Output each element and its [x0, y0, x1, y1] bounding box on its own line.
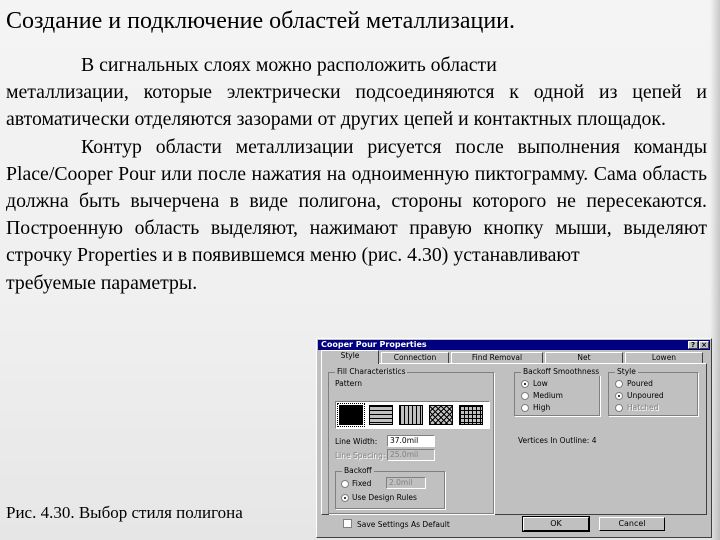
paragraph-2-last-line: требуемые параметры.	[6, 271, 198, 294]
smoothness-medium-label: Medium	[533, 391, 563, 400]
fixed-label: Fixed	[352, 479, 372, 488]
tab-lowen[interactable]: Lowen	[625, 352, 703, 363]
line-width-input[interactable]: 37.0mil	[387, 435, 435, 447]
tab-find-removal[interactable]: Find Removal	[451, 352, 543, 363]
cancel-button[interactable]: Cancel	[599, 517, 665, 531]
use-design-rules-label: Use Design Rules	[352, 493, 417, 502]
backoff-fixed-radio[interactable]	[341, 480, 349, 488]
vertices-count-text: Vertices In Outline: 4	[518, 436, 597, 445]
backoff-group	[335, 466, 445, 509]
figure-caption: Рис. 4.30. Выбор стиля полигона	[6, 503, 243, 522]
tab-connection[interactable]: Connection	[381, 352, 449, 363]
pattern-selector	[335, 401, 490, 429]
style-hatched-radio[interactable]	[615, 404, 623, 412]
style-group-label: Style	[617, 367, 636, 376]
save-default-label: Save Settings As Default	[357, 520, 450, 529]
save-default-checkbox[interactable]	[343, 519, 352, 528]
fill-characteristics-group	[328, 367, 494, 514]
smoothness-low-label: Low	[533, 379, 548, 388]
fixed-backoff-input[interactable]: 2.0mil	[386, 477, 426, 489]
pattern-vertical-option[interactable]	[399, 405, 423, 425]
pattern-solid-option[interactable]	[339, 405, 363, 425]
line-spacing-input[interactable]: 25.0mil	[387, 449, 435, 461]
style-unpoured-label: Unpoured	[627, 391, 664, 400]
pattern-label: Pattern	[335, 379, 362, 388]
slide-body	[6, 52, 707, 297]
style-poured-radio[interactable]	[615, 380, 623, 388]
help-icon[interactable]: ?	[688, 341, 698, 349]
paragraph-1-first-line: В сигнальных слоях можно расположить области	[81, 54, 497, 76]
backoff-design-rules-radio[interactable]	[341, 494, 349, 502]
pattern-diagonal-cross-option[interactable]	[429, 405, 453, 425]
smoothness-high-radio[interactable]	[521, 404, 529, 412]
backoff-label: Backoff	[344, 466, 372, 475]
style-poured-label: Poured	[627, 379, 653, 388]
tab-net[interactable]: Net	[545, 352, 623, 363]
paragraph-1-rest: металлизации, которые электрически подсоединяются к одной из цепей и автоматически отделяются зазорами от других цепей и контактных площадок.	[6, 81, 707, 131]
smoothness-medium-radio[interactable]	[521, 392, 529, 400]
pattern-horizontal-option[interactable]	[369, 405, 393, 425]
close-icon[interactable]: ×	[699, 341, 709, 349]
backoff-smoothness-label: Backoff Smoothness	[523, 367, 600, 376]
line-spacing-label: Line Spacing:	[335, 451, 386, 460]
backoff-smoothness-group	[514, 367, 600, 416]
fill-characteristics-label: Fill Characteristics	[337, 367, 406, 376]
style-tab-panel	[321, 363, 707, 515]
cooper-pour-properties-dialog	[316, 338, 712, 538]
smoothness-high-label: High	[533, 403, 551, 412]
line-width-label: Line Width:	[335, 437, 378, 446]
paragraph-2: Контур области металлизации рисуется после выполнения команды Place/Cooper Pour или после нажатия на одноименную пиктограмму. Сама область должна быть вычерчена в виде полигона, стороны которого не пересекаются. Построенную область выделяют, нажимают правую кнопку мыши, выделяют строчку Properties и в появившемся меню (рис. 4.30) устанавливают	[6, 135, 707, 267]
style-hatched-label: Hatched	[627, 403, 659, 412]
style-group	[608, 367, 698, 416]
dialog-title: Cooper Pour Properties	[321, 340, 427, 349]
ok-button[interactable]: OK	[523, 517, 589, 531]
style-unpoured-radio[interactable]	[615, 392, 623, 400]
smoothness-low-radio[interactable]	[521, 380, 529, 388]
dialog-titlebar	[318, 340, 710, 350]
tab-style[interactable]: Style	[321, 350, 379, 364]
pattern-grid-option[interactable]	[459, 405, 483, 425]
slide-title: Создание и подключение областей металлизации.	[6, 8, 516, 34]
